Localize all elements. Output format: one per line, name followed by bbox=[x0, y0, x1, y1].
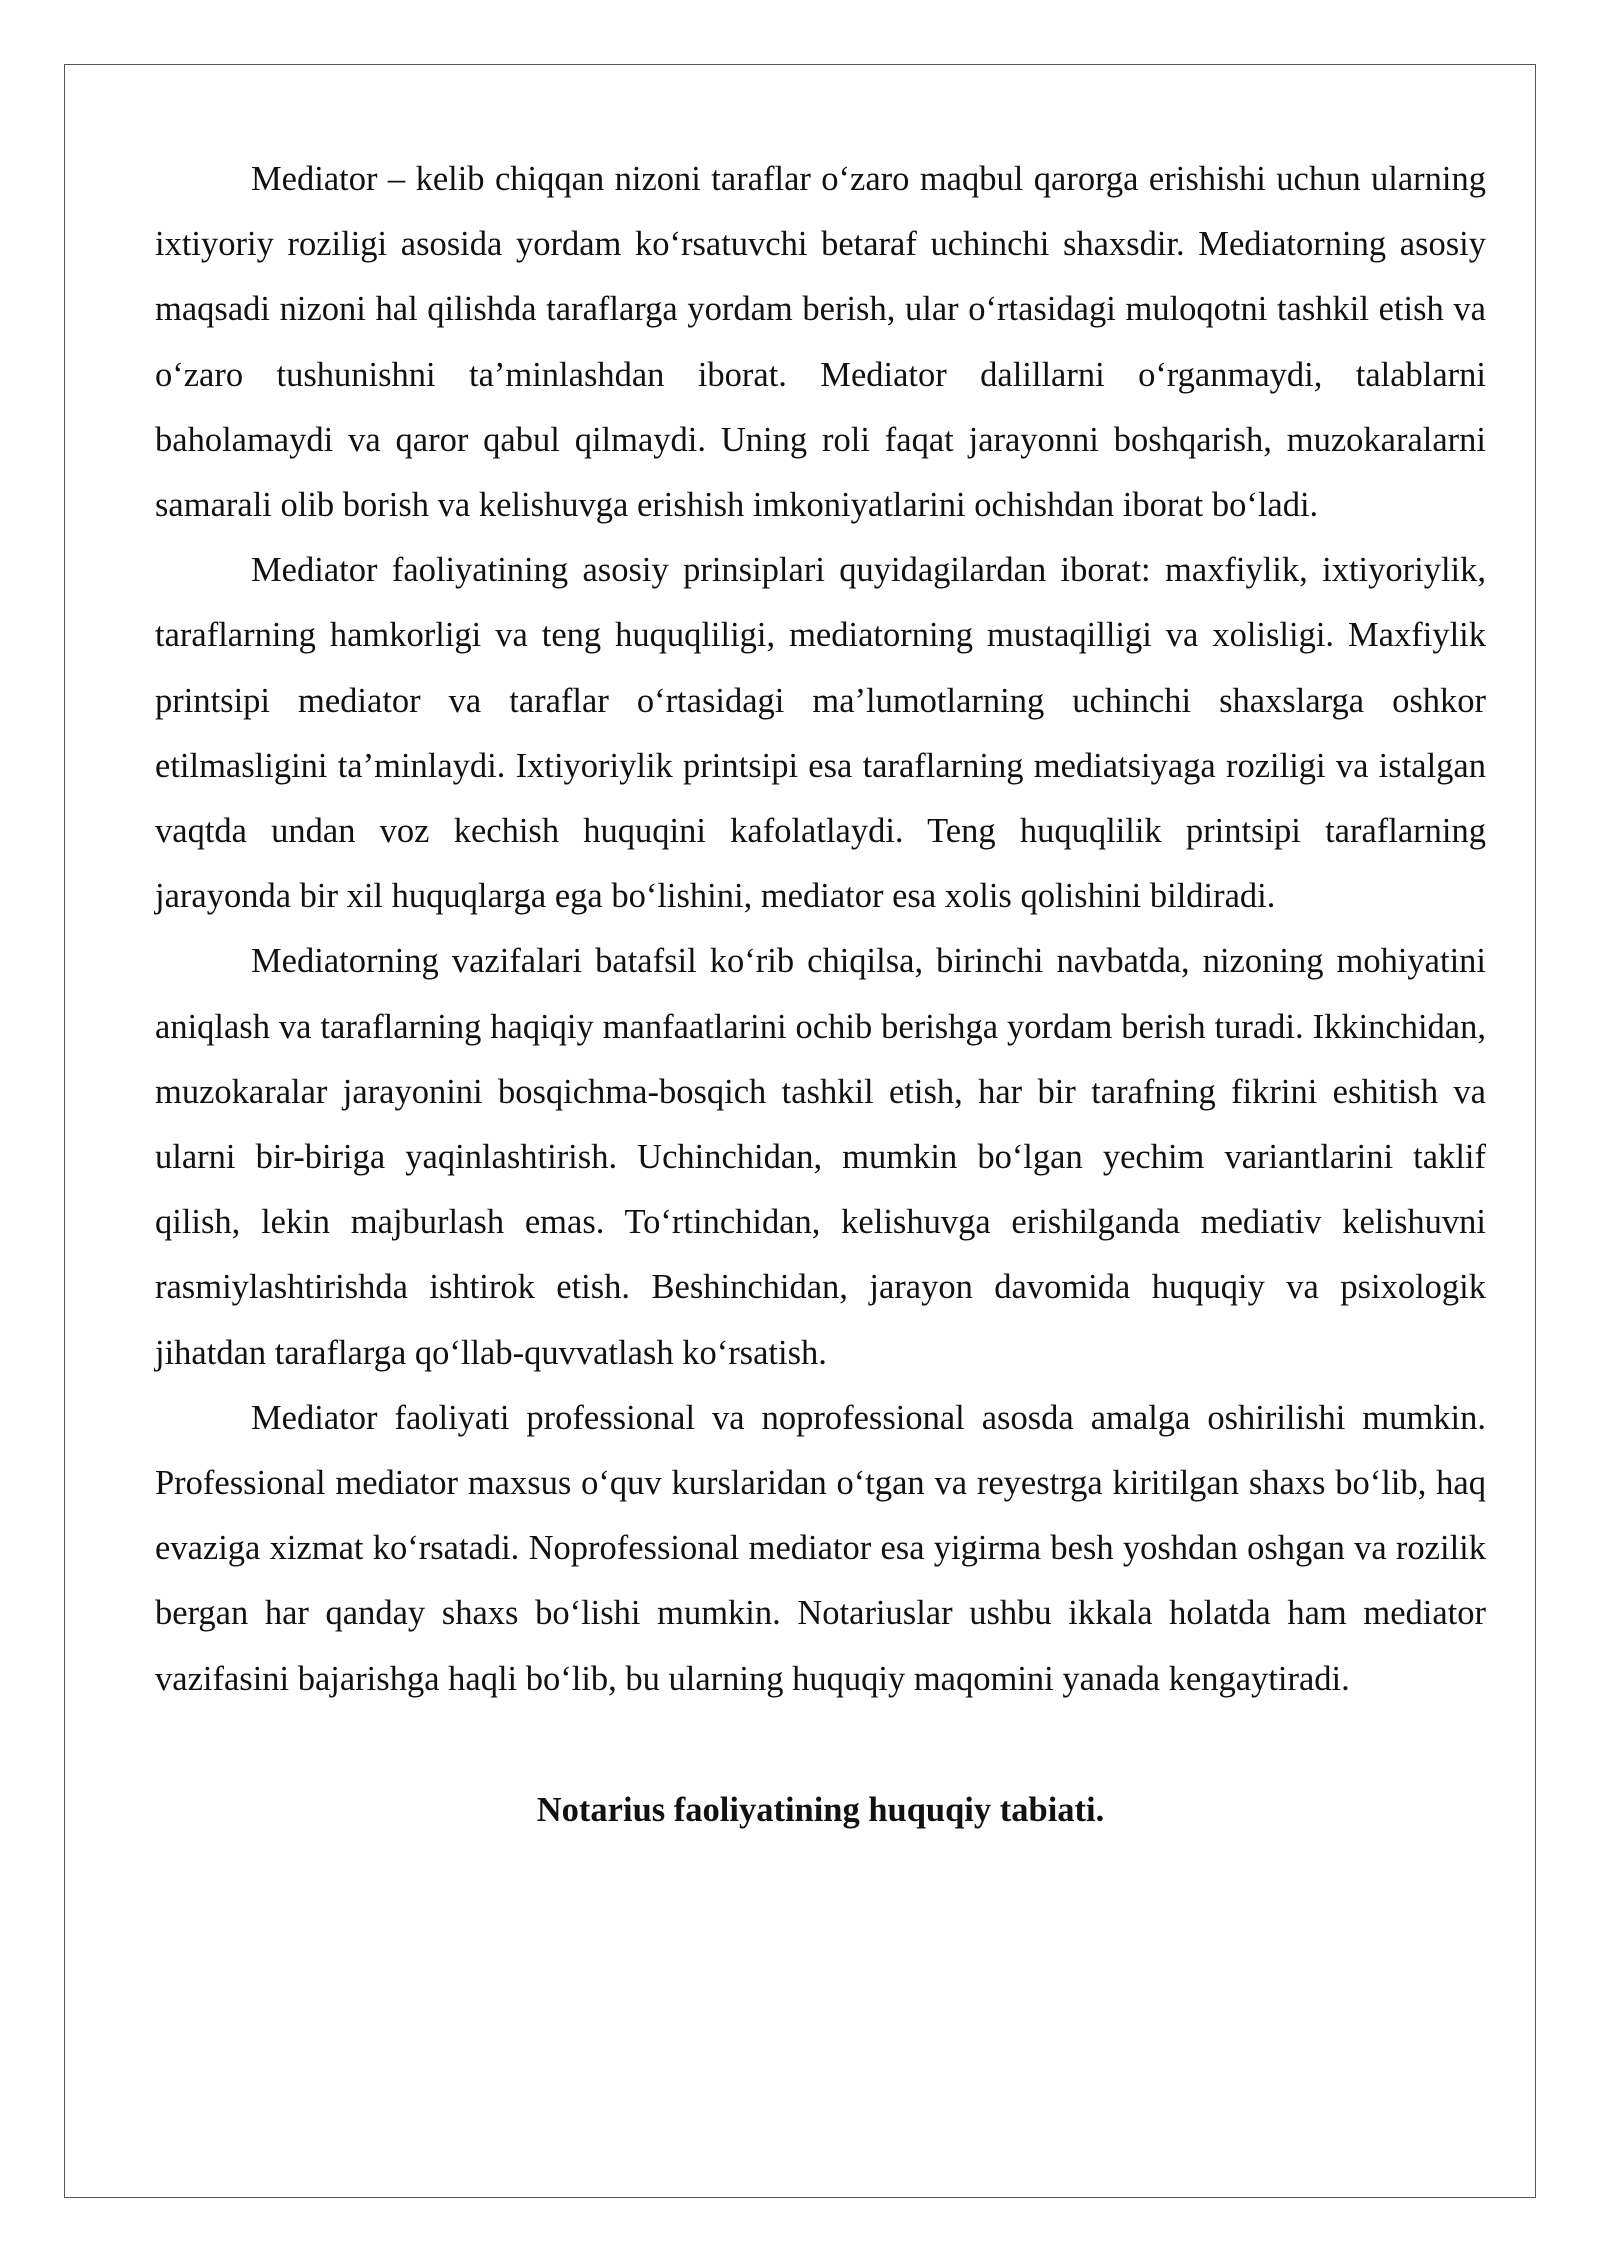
document-page bbox=[64, 64, 1536, 2198]
paragraph-mediator-definition: Mediator – kelib chiqqan nizoni taraflar o‘zaro maqbul qarorga erishishi uchun ularning ixtiyoriy roziligi asosida yordam ko‘rsatuvchi betaraf uchinchi shaxsdir. Mediatorning asosiy maqsadi nizoni hal qilishda taraflarga yordam berish, ular o‘rtasidagi muloqotni tashkil etish va o‘zaro tushunishni ta’minlashdan iborat. Mediator dalillarni o‘rganmaydi, talablarni baholamaydi va qaror qabul qilmaydi. Uning roli faqat jarayonni boshqarish, muzokaralarni samarali olib borish va kelishuvga erishish imkoniyatlarini ochishdan iborat bo‘ladi. bbox=[155, 160, 1486, 525]
paragraph-mediator-duties: Mediatorning vazifalari batafsil ko‘rib chiqilsa, birinchi navbatda, nizoning mohiyatini aniqlash va taraflarning haqiqiy manfaatlarini ochib berishga yordam berish turadi. Ikkinchidan, muzokaralar jarayonini bosqichma-bosqich tashkil etish, har bir tarafning fikrini eshitish va ularni bir-biriga yaqinlashtirish. Uchinchidan, mumkin bo‘lgan yechim variantlarini taklif qilish, lekin majburlash emas. To‘rtinchidan, kelishuvga erishilganda mediativ kelishuvni rasmiylashtirishda ishtirok etish. Beshinchidan, jarayon davomida huquqiy va psixologik jihatdan taraflarga qo‘llab-quvvatlash ko‘rsatish. bbox=[155, 942, 1486, 1372]
section-heading: Notarius faoliyatining huquqiy tabiati. bbox=[536, 1790, 1105, 1829]
document-body bbox=[155, 147, 1486, 1843]
paragraph-mediator-types: Mediator faoliyati professional va noprofessional asosda amalga oshirilishi mumkin. Professional mediator maxsus o‘quv kurslaridan o‘tgan va reyestrga kiritilgan shaxs bo‘lib, haq evaziga xizmat ko‘rsatadi. Noprofessional mediator esa yigirma besh yoshdan oshgan va rozilik bergan har qanday shaxs bo‘lishi mumkin. Notariuslar ushbu ikkala holatda ham mediator vazifasini bajarishga haqli bo‘lib, bu ularning huquqiy maqomini yanada kengaytiradi. bbox=[155, 1398, 1486, 1698]
paragraph-mediator-principles: Mediator faoliyatining asosiy prinsiplari quyidagilardan iborat: maxfiylik, ixtiyoriylik, taraflarning hamkorligi va teng huquqliligi, mediatorning mustaqilligi va xolisligi. Maxfiylik printsipi mediator va taraflar o‘rtasidagi ma’lumotlarning uchinchi shaxslarga oshkor etilmasligini ta’minlaydi. Ixtiyoriylik printsipi esa taraflarning mediatsiyaga roziligi va istalgan vaqtda undan voz kechish huquqini kafolatlaydi. Teng huquqlilik printsipi taraflarning jarayonda bir xil huquqlarga ega bo‘lishini, mediator esa xolis qolishini bildiradi. bbox=[155, 551, 1486, 916]
